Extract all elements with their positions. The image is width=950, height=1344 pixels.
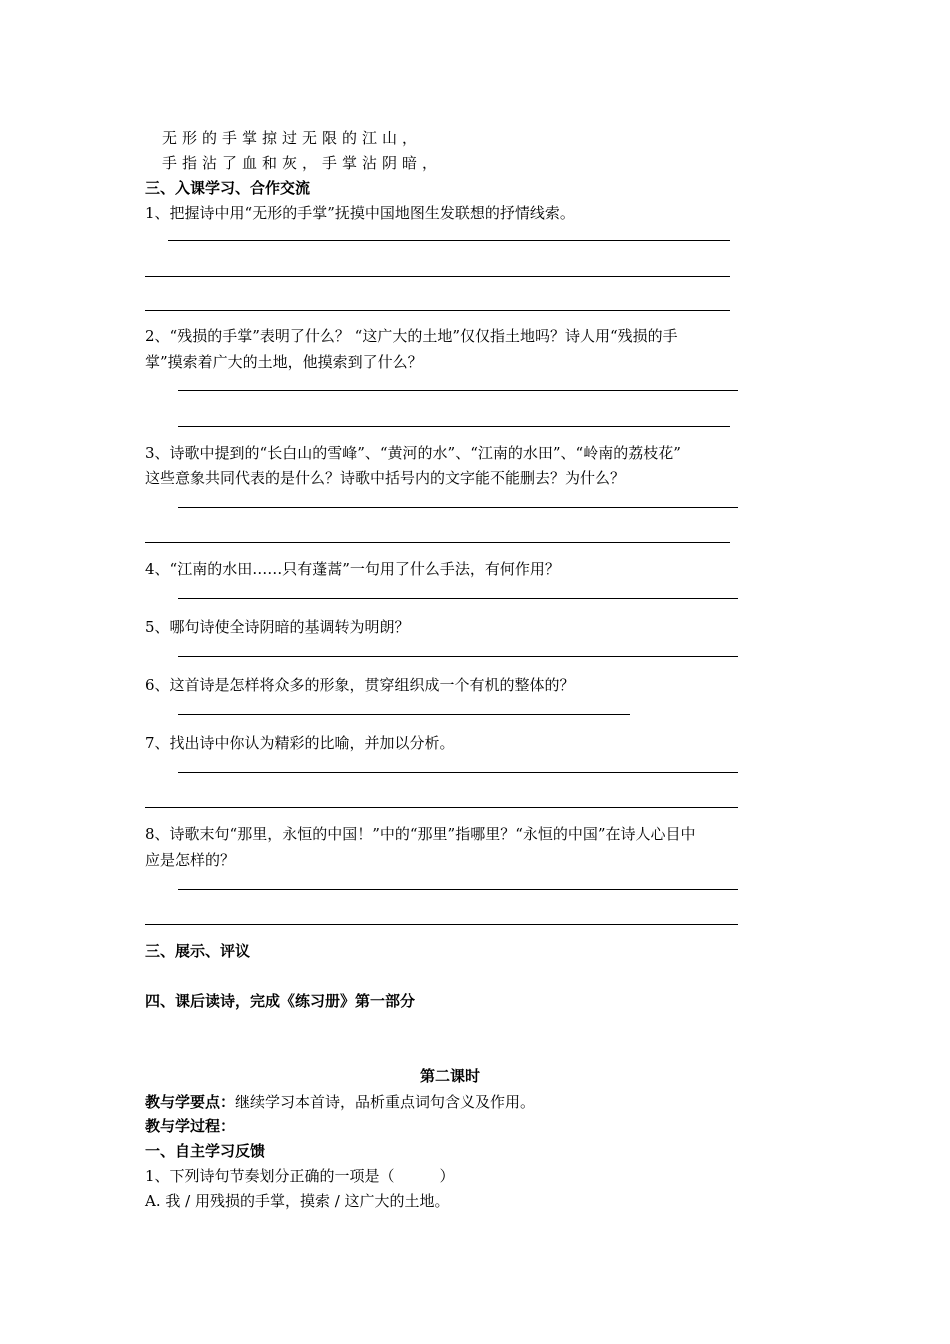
answer-line [178, 426, 730, 427]
answer-line [178, 889, 738, 890]
option-a: A. 我 / 用残损的手掌，摸索 / 这广大的土地。 [145, 1192, 450, 1210]
points-text: 继续学习本首诗，品析重点词句含义及作用。 [235, 1093, 536, 1111]
question-2-line-1: 2、“残损的手掌”表明了什么？ “这广大的土地”仅仅指土地吗？诗人用“残损的手 [145, 327, 678, 345]
poem-line-2: 手指沾了血和灰，手掌沾阴暗， [162, 154, 443, 172]
section-3-title: 三、入课学习、合作交流 [145, 179, 311, 197]
section-show-title: 三、展示、评议 [145, 942, 251, 960]
answer-line [145, 276, 730, 277]
answer-line [168, 240, 730, 241]
question-2-line-2: 掌”摸索着广大的土地，他摸索到了什么？ [145, 353, 423, 371]
answer-line [145, 924, 738, 925]
section-4-title: 四、课后读诗，完成《练习册》第一部分 [145, 992, 416, 1010]
answer-line [178, 507, 738, 508]
process-label: 教与学过程： [145, 1117, 236, 1135]
question-3-line-1: 3、诗歌中提到的“长白山的雪峰”、“黄河的水”、“江南的水田”、“岭南的荔枝花” [145, 444, 681, 462]
question-7: 7、找出诗中你认为精彩的比喻，并加以分析。 [145, 734, 455, 752]
question-4: 4、“江南的水田……只有蓬蒿”一句用了什么手法，有何作用？ [145, 560, 560, 578]
answer-line [145, 542, 730, 543]
question-1: 1、把握诗中用“无形的手掌”抚摸中国地图生发联想的抒情线索。 [145, 204, 575, 222]
answer-line [178, 656, 738, 657]
question-8-line-1: 8、诗歌末句“那里，永恒的中国！”中的“那里”指哪里？“永恒的中国”在诗人心目中 [145, 825, 696, 843]
lesson-2-question-1: 1、下列诗句节奏划分正确的一项是（ ） [145, 1167, 455, 1185]
question-3-line-2: 这些意象共同代表的是什么？诗歌中括号内的文字能不能删去？为什么？ [145, 469, 626, 487]
points-label: 教与学要点： [145, 1093, 236, 1111]
lesson-2-points [145, 1092, 535, 1112]
lesson-2-section-1: 一、自主学习反馈 [145, 1142, 266, 1160]
lesson-2-title: 第二课时 [420, 1067, 481, 1085]
question-8-line-2: 应是怎样的？ [145, 851, 236, 869]
answer-line [178, 598, 738, 599]
answer-line [178, 772, 738, 773]
answer-line [145, 310, 730, 311]
question-6: 6、这首诗是怎样将众多的形象，贯穿组织成一个有机的整体的？ [145, 676, 575, 694]
answer-line [178, 390, 738, 391]
question-5: 5、哪句诗使全诗阴暗的基调转为明朗？ [145, 618, 410, 636]
poem-line-1: 无形的手掌掠过无限的江山， [162, 129, 423, 147]
answer-line [178, 714, 630, 715]
answer-line [145, 807, 738, 808]
